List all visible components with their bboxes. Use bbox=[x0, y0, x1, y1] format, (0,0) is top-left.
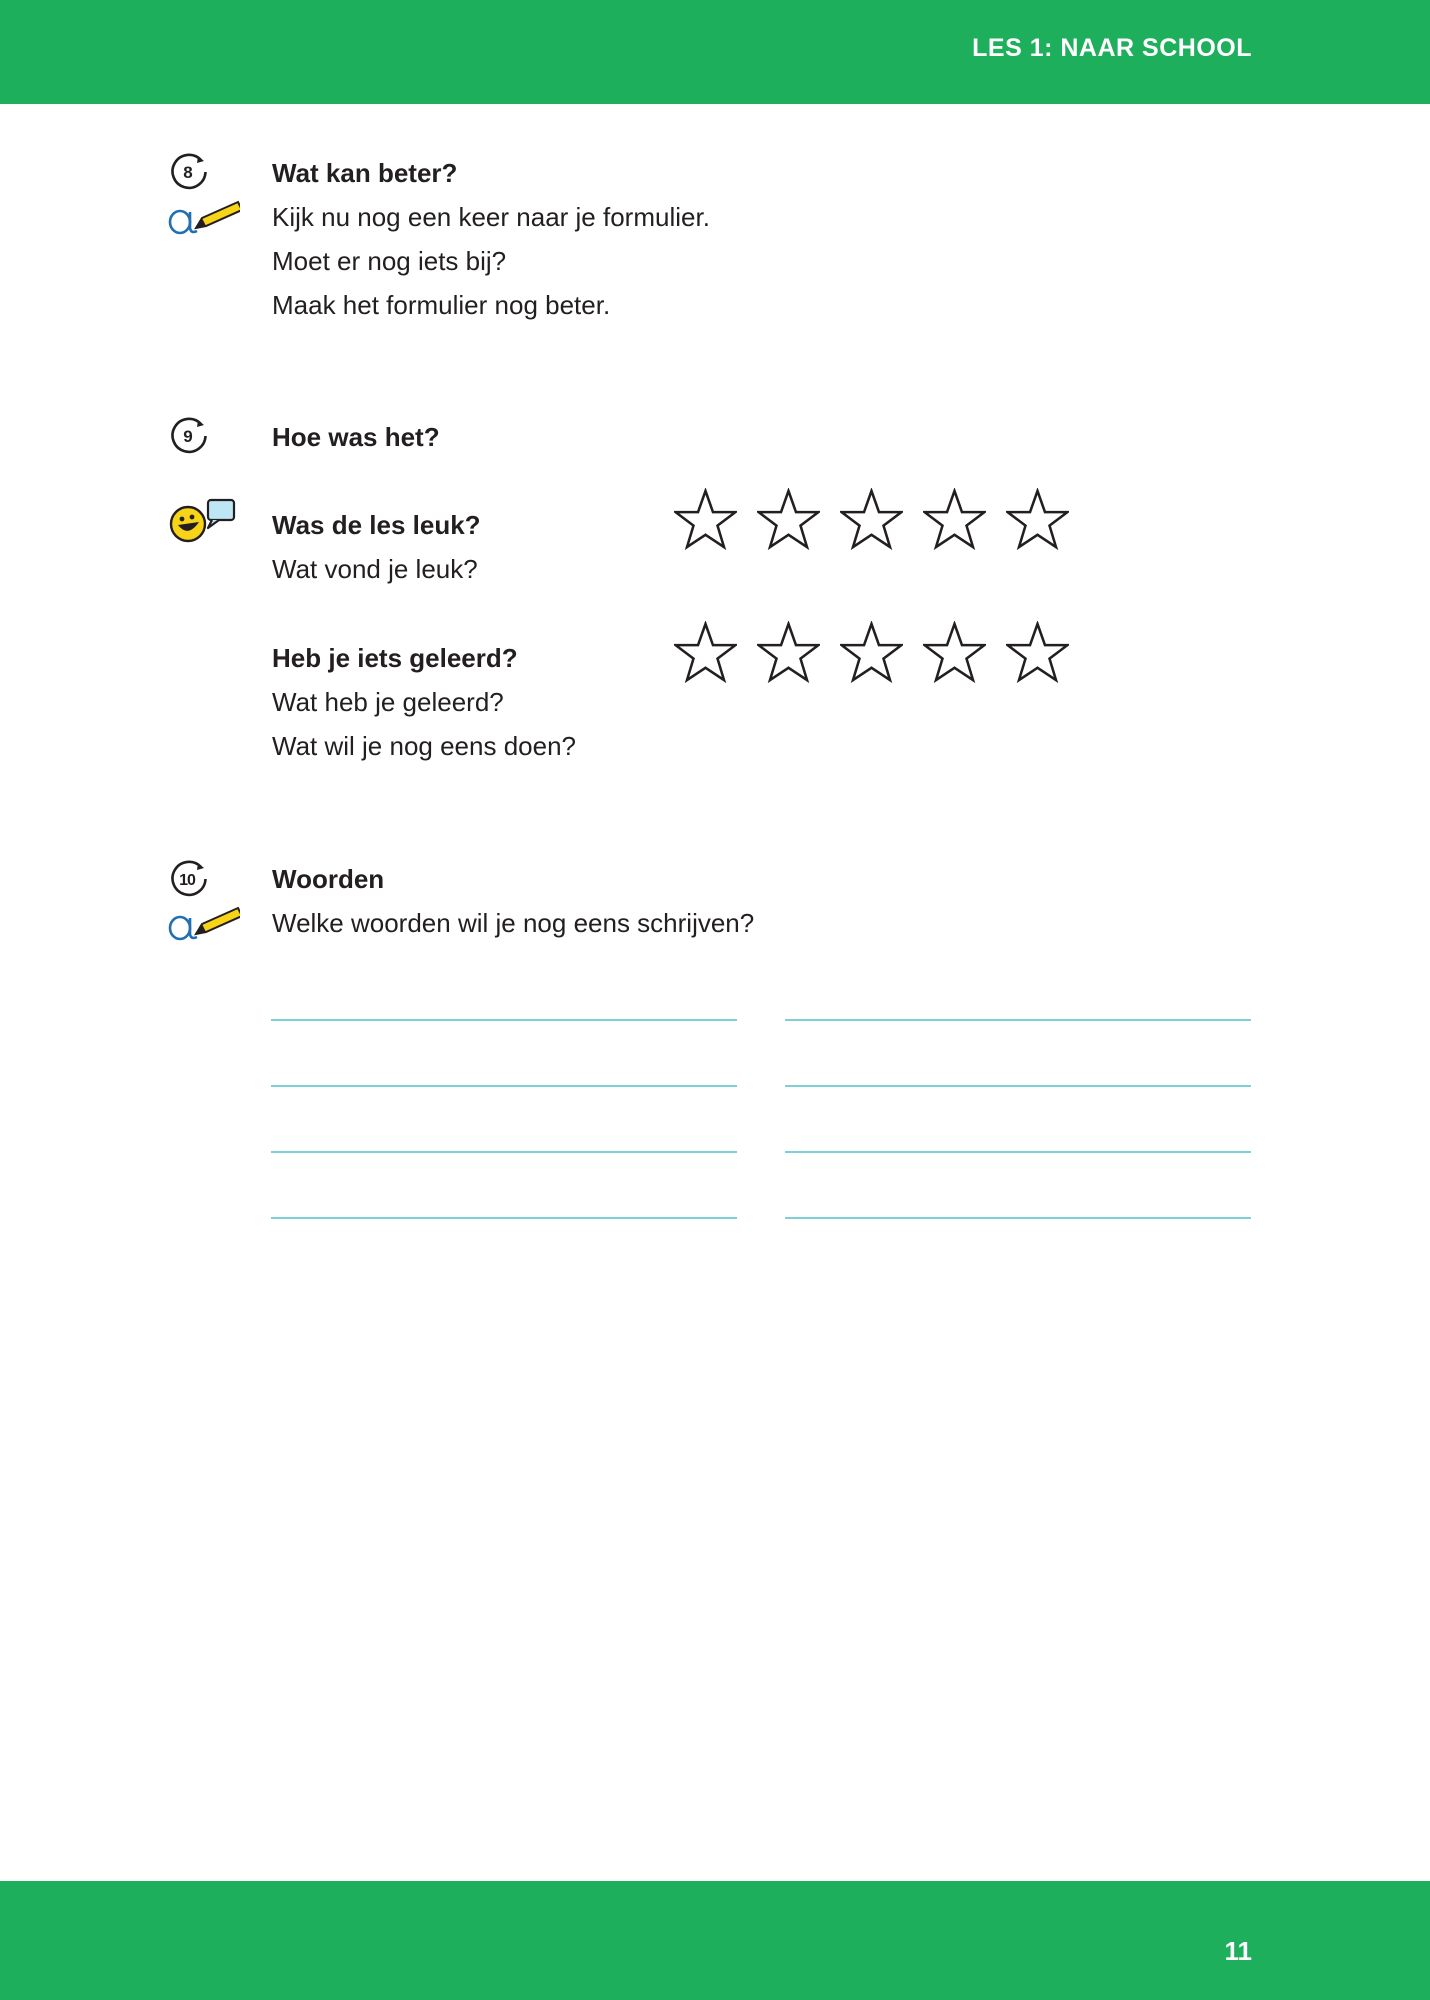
lesson-title: LES 1: NAAR SCHOOL bbox=[972, 34, 1252, 62]
question-1-title: Was de les leuk? bbox=[272, 510, 481, 540]
section-8-line-2: Moet er nog iets bij? bbox=[272, 246, 507, 276]
exercise-number-10-icon bbox=[169, 859, 209, 899]
header-bar bbox=[0, 0, 1430, 104]
question-1-line-1: Wat vond je leuk? bbox=[272, 554, 478, 584]
writing-line[interactable] bbox=[785, 1019, 1251, 1021]
exercise-number-8: 8 bbox=[183, 163, 193, 182]
exercise-number-9: 9 bbox=[183, 427, 193, 446]
writing-line[interactable] bbox=[785, 1151, 1251, 1153]
section-10-line-1: Welke woorden wil je nog eens schrijven? bbox=[272, 908, 755, 938]
writing-line[interactable] bbox=[271, 1019, 737, 1021]
section-9-title: Hoe was het? bbox=[272, 422, 440, 452]
section-8-line-3: Maak het formulier nog beter. bbox=[272, 290, 611, 320]
section-10-title: Woorden bbox=[272, 864, 385, 894]
star-icon[interactable] bbox=[674, 621, 737, 684]
star-icon[interactable] bbox=[840, 621, 903, 684]
writing-line[interactable] bbox=[271, 1151, 737, 1153]
letter-a-pencil-icon bbox=[166, 902, 240, 946]
rating-stars-question-2 bbox=[674, 621, 1069, 689]
rating-stars-question-1 bbox=[674, 488, 1069, 556]
star-icon[interactable] bbox=[923, 621, 986, 684]
footer-bar bbox=[0, 1881, 1430, 2000]
writing-line[interactable] bbox=[785, 1217, 1251, 1219]
exercise-number-8-icon bbox=[169, 152, 209, 192]
smiley-speech-bubble-icon bbox=[168, 498, 240, 546]
star-icon[interactable] bbox=[757, 488, 820, 551]
question-2-line-1: Wat heb je geleerd? bbox=[272, 687, 504, 717]
exercise-number-10: 10 bbox=[179, 872, 195, 889]
star-icon[interactable] bbox=[674, 488, 737, 551]
question-2-title: Heb je iets geleerd? bbox=[272, 643, 518, 673]
page-number: 11 bbox=[1224, 1936, 1252, 1966]
writing-line[interactable] bbox=[271, 1085, 737, 1087]
writing-line[interactable] bbox=[271, 1217, 737, 1219]
letter-a-pencil-icon bbox=[166, 196, 240, 240]
question-2-line-2: Wat wil je nog eens doen? bbox=[272, 731, 577, 761]
exercise-number-9-icon bbox=[169, 416, 209, 456]
star-icon[interactable] bbox=[923, 488, 986, 551]
star-icon[interactable] bbox=[1006, 621, 1069, 684]
star-icon[interactable] bbox=[840, 488, 903, 551]
section-8-title: Wat kan beter? bbox=[272, 158, 458, 188]
star-icon[interactable] bbox=[757, 621, 820, 684]
section-8-line-1: Kijk nu nog een keer naar je formulier. bbox=[272, 202, 710, 232]
star-icon[interactable] bbox=[1006, 488, 1069, 551]
writing-line[interactable] bbox=[785, 1085, 1251, 1087]
